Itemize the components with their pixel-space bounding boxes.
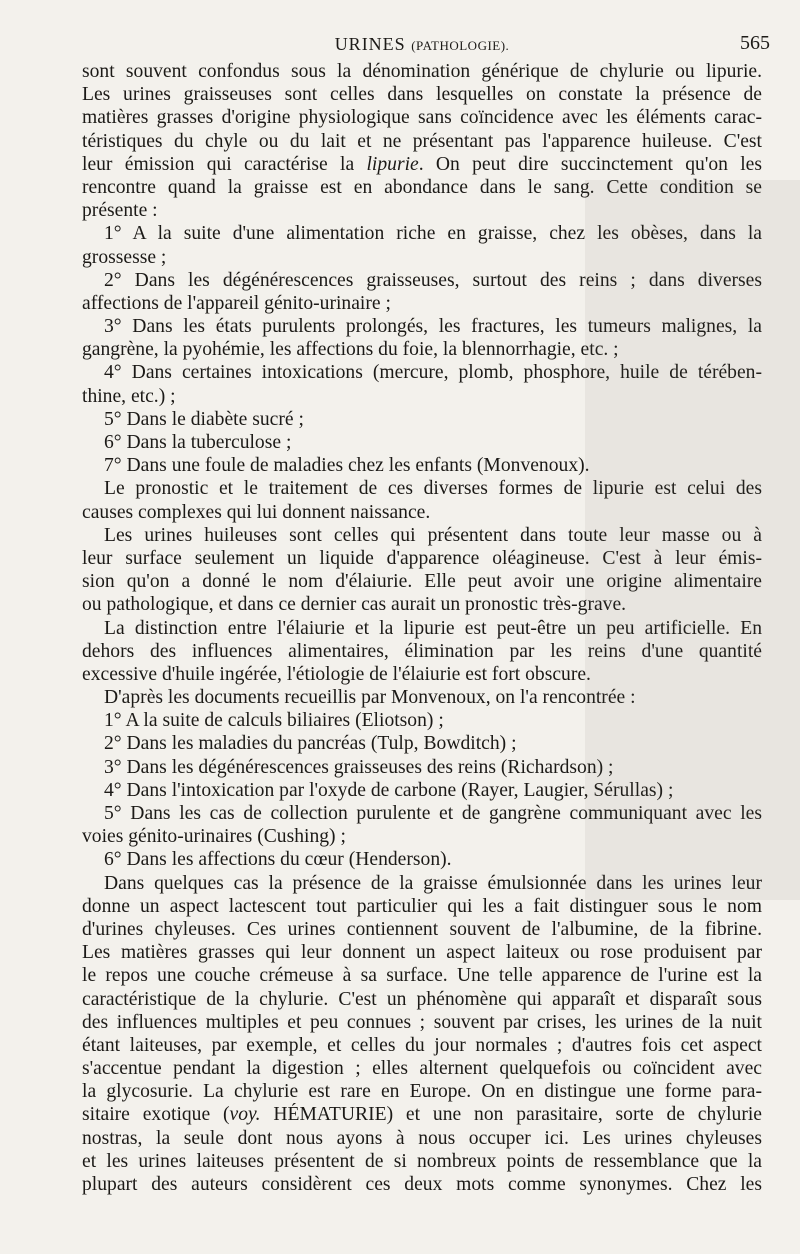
text-line: 6° Dans les affections du cœur (Henderson). (104, 849, 452, 871)
text-line: D'après les documents recueillis par Monvenoux, on l'a rencontrée : (104, 687, 636, 709)
text-line: Les urines graisseuses sont celles dans lesquelles on constate la présence de (82, 84, 762, 106)
text-line: 4° Dans certaines intoxications (mercure, plomb, phosphore, huile de térében- (104, 362, 762, 384)
text-line: 2° Dans les maladies du pancréas (Tulp, Bowditch) ; (104, 733, 517, 755)
running-title-main: URINES (334, 34, 406, 54)
body-text (82, 60, 762, 1196)
text-line: s'accentue pendant la digestion ; elles alternent quelquefois ou coïncident avec (82, 1058, 762, 1080)
text-line: leur surface seulement un liquide d'apparence oléagineuse. C'est à leur émis- (82, 547, 762, 569)
text-line: 3° Dans les dégénérescences graisseuses des reins (Richardson) ; (104, 756, 614, 778)
text-line: caractéristique de la chylurie. C'est un phénomène qui apparaît et disparaît sous (82, 988, 762, 1010)
text-line: 5° Dans les cas de collection purulente et de gangrène communiquant avec les (104, 803, 762, 824)
text-line: gangrène, la pyohémie, les affections du foie, la blennorrhagie, etc. ; (82, 339, 619, 361)
text-line: Le pronostic et le traitement de ces diverses formes de lipurie est celui des (104, 478, 762, 500)
text-line: dehors des influences alimentaires, élimination par les reins d'une quantité (82, 640, 762, 662)
running-title-sub: (PATHOLOGIE). (411, 38, 510, 53)
text-line: leur émission qui caractérise la lipurie. On peut dire succinctement qu'on les (82, 153, 762, 175)
text-line: causes complexes qui lui donnent naissance. (82, 501, 431, 523)
text-line: étant laiteuses, par exemple, et celles du jour normales ; d'autres fois cet aspect (82, 1034, 762, 1056)
text-line: Dans quelques cas la présence de la graisse émulsionnée dans les urines leur (104, 872, 762, 894)
text-line: sion qu'on a donné le nom d'élaiurie. Elle peut avoir une origine alimentaire (82, 571, 762, 593)
text-line: nostras, la seule dont nous ayons à nous occuper ici. Les urines chyleuses (82, 1127, 762, 1149)
text-line: 1° A la suite de calculs biliaires (Eliotson) ; (104, 710, 444, 732)
text-line: Les matières grasses qui leur donnent un aspect laiteux ou rose produisent par (82, 942, 762, 964)
text-line: plupart des auteurs considèrent ces deux mots comme synonymes. Chez les (82, 1174, 762, 1195)
running-title (82, 34, 762, 55)
text-line: donne un aspect lactescent tout particulier qui les a fait distinguer sous le nom (82, 895, 762, 917)
text-line: sont souvent confondus sous la dénomination générique de chylurie ou lipurie. (82, 61, 762, 82)
text-line: 1° A la suite d'une alimentation riche en graisse, chez les obèses, dans la (104, 223, 762, 245)
italic-term: lipurie (366, 153, 419, 175)
text-line: matières grasses d'origine physiologique sans coïncidence avec les éléments carac- (82, 107, 762, 129)
text-line: ou pathologique, et dans ce dernier cas aurait un pronostic très-grave. (82, 594, 627, 616)
book-page (82, 30, 770, 1196)
text-line: thine, etc.) ; (82, 385, 176, 407)
text-line: 2° Dans les dégénérescences graisseuses, surtout des reins ; dans diverses (104, 269, 762, 291)
running-head (82, 30, 770, 60)
text-line: sitaire exotique (voy. HÉMATURIE) et une non parasitaire, sorte de chylurie (82, 1104, 762, 1126)
italic-term: voy. (229, 1104, 261, 1126)
text-line: La distinction entre l'élaiurie et la lipurie est peut-être un peu artificielle. En (104, 617, 762, 639)
text-line: et les urines laiteuses présentent de si nombreux points de ressemblance que la (82, 1150, 762, 1172)
text-line: rencontre quand la graisse est en abondance dans le sang. Cette condition se (82, 176, 762, 198)
text-line: grossesse ; (82, 246, 167, 268)
text-line: le repos une couche crémeuse à sa surface. Une telle apparence de l'urine est la (82, 965, 762, 987)
text-line: affections de l'appareil génito-urinaire ; (82, 292, 391, 314)
text-line: Les urines huileuses sont celles qui présentent dans toute leur masse ou à (104, 524, 762, 546)
text-line: 3° Dans les états purulents prolongés, les fractures, les tumeurs malignes, la (104, 316, 762, 338)
text-line: 7° Dans une foule de maladies chez les enfants (Monvenoux). (104, 455, 590, 477)
page-number: 565 (740, 32, 770, 54)
text-line: présente : (82, 200, 158, 222)
text-line: la glycosurie. La chylurie est rare en Europe. On en distingue une forme para- (82, 1081, 762, 1103)
text-line: des influences multiples et peu connues ; souvent par crises, les urines de la nuit (82, 1011, 762, 1033)
text-line: téristiques du chyle ou du lait et ne présentant pas l'apparence huileuse. C'est (82, 130, 762, 152)
text-line: excessive d'huile ingérée, l'étiologie de l'élaiurie est fort obscure. (82, 663, 591, 685)
text-line: 6° Dans la tuberculose ; (104, 432, 292, 453)
text-line: 4° Dans l'intoxication par l'oxyde de carbone (Rayer, Laugier, Sérullas) ; (104, 779, 674, 801)
text-line: voies génito-urinaires (Cushing) ; (82, 826, 346, 848)
text-line: d'urines chyleuses. Ces urines contiennent souvent de l'albumine, de la fibrine. (82, 918, 762, 940)
text-line: 5° Dans le diabète sucré ; (104, 408, 304, 430)
